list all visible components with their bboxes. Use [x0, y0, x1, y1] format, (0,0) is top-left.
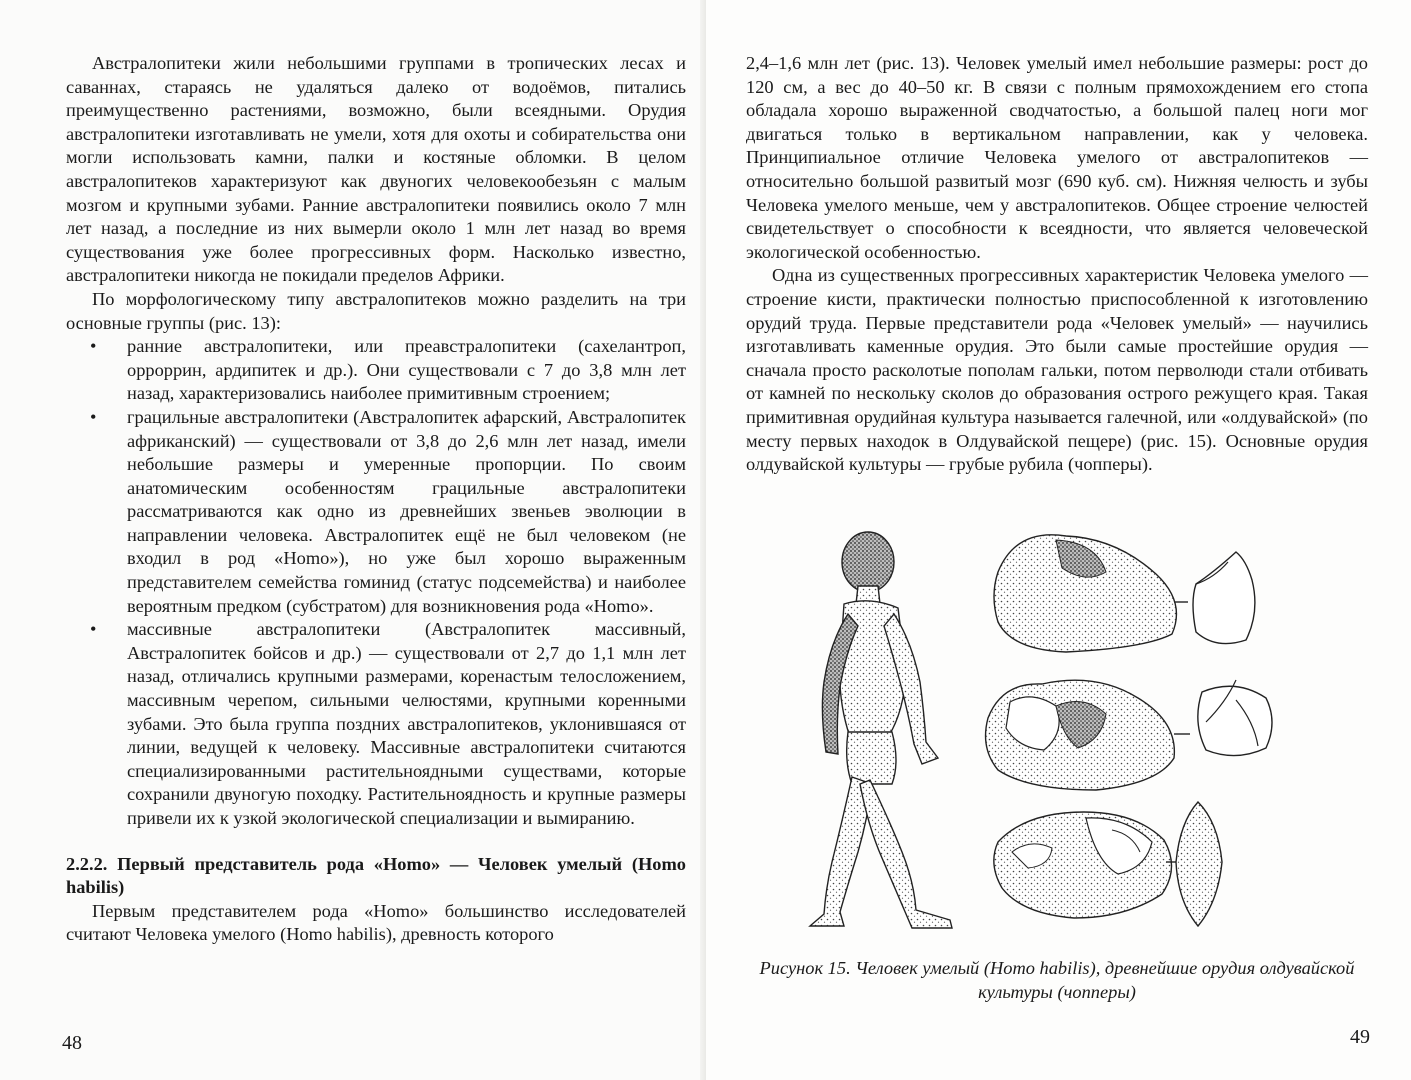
australopithecus-groups-list: [66, 335, 686, 830]
page-number-left: 48: [62, 1032, 82, 1054]
right-page: [706, 0, 1411, 1080]
bullet-icon: •: [90, 406, 97, 427]
list-item: [66, 618, 686, 830]
figure-caption: Рисунок 15. Человек умелый (Homo habilis), древнейшие орудия олдувайской культуры (чопперы): [759, 958, 1355, 1002]
section-heading: 2.2.2. Первый представитель рода «Homo» — Человек умелый (Homo habilis): [66, 853, 686, 898]
left-paragraph-3: Первым представителем рода «Homo» большинство исследователей считают Человека умелого (Homo habilis), древность которого: [66, 900, 686, 945]
list-item-text: ранние австралопитеки, или преавстралопитеки (сахелантроп, орроррин, ардипитек и др.). Они существовали с 7 до 3,8 млн лет назад, характеризовались наиболее примитивным строением;: [127, 336, 686, 404]
right-paragraph-2: Одна из существенных прогрессивных характеристик Человека умелого — строение кисти, практически полностью приспособленной к изготовлению орудий труда. Первые представители рода «Человек умелый» — научились изготавливать каменные орудия. Это были самые простейшие орудия — сначала просто расколотые пополам гальки, потом перволюди стали отбивать от камней по нескольку сколов до образования острого режущего края. Такая примитивная орудийная культура называется галечной, или «олдувайской» (по месту первых находок в Олдувайской пещере) (рис. 15). Основные орудия олдувайской культуры — грубые рубила (чопперы).: [746, 265, 1368, 475]
left-paragraph-1: Австралопитеки жили небольшими группами в тропических лесах и саваннах, стараясь не удаляться далеко от водоёмов, питались преимущественно растениями, возможно, были всеядными. Орудия австралопитеки изготавливать не умели, хотя для охоты и собирательства они могли использовать камни, палки и костяные обломки. В целом австралопитеков характеризуют как двуногих человекообезьян с малым мозгом и крупными зубами. Ранние австралопитеки появились около 7 млн лет назад, а последние из них вымерли около 1 млн лет назад во время существования уже более прогрессивных форм. Насколько известно, австралопитеки никогда не покидали пределов Африки.: [66, 53, 686, 286]
homo-habilis-figure-icon: [810, 532, 952, 928]
list-item: [66, 406, 686, 618]
chopper-bottom-icon: [994, 802, 1222, 926]
chopper-top-icon: [994, 535, 1255, 652]
left-paragraph-2: По морфологическому типу австралопитеков можно разделить на три основные группы (рис. 13):: [66, 288, 686, 333]
page-number-right: 49: [1350, 1026, 1370, 1048]
chopper-middle-icon: [986, 680, 1272, 790]
figure-15-illustration: [766, 522, 1366, 942]
figure-15: [766, 522, 1366, 942]
right-paragraph-1: 2,4–1,6 млн лет (рис. 13). Человек умелый имел небольшие размеры: рост до 120 см, а вес до 40–50 кг. В связи с полным прямохождением его стопа обладала хорошо выраженной сводчатостью, а большой палец ноги мог двигаться только в вертикальном направлении, как у человека. Принципиальное отличие Человека умелого от австралопитеков — относительно большой развитый мозг (690 куб. см). Нижняя челюсть и зубы Человека умелого меньше, чем у австралопитеков. Общее строение челюстей свидетельствует о способности к всеядности, что является человеческой экологической особенностью.: [746, 53, 1368, 262]
left-text-column: [66, 52, 686, 947]
list-item: [66, 335, 686, 406]
right-text-column: [746, 52, 1368, 477]
list-item-text: грацильные австралопитеки (Австралопитек афарский, Австралопитек африканский) — существовали от 3,8 до 2,6 млн лет назад, имели небольшие размеры и умеренные пропорции. По своим анатомическим особенностям грацильные австралопитеки рассматриваются как одно из древнейших звеньев эволюции в направлении человека. Австралопитек ещё не был человеком (не входил в род «Homo»), но уже был хорошо выраженным представителем семейства гоминид (статус подсемейства) и наиболее вероятным предком (субстратом) для возникновения рода «Homo».: [127, 406, 686, 616]
list-item-text: массивные австралопитеки (Австралопитек массивный, Австралопитек бойсов и др.) — существовали от 2,7 до 1,1 млн лет назад, отличались крупными размерами, коренастым телосложением, массивным черепом, сильными челюстями, крупными коренными зубами. Это была группа поздних австралопитеков, уклонившаяся от линии, ведущей к человеку. Массивные австралопитеки считаются специализированными растительноядными существами, которые сохранили двуногую походку. Растительноядность и крупные размеры привели их к узкой экологической специализации и вымиранию.: [127, 619, 686, 828]
bullet-icon: •: [90, 336, 97, 357]
bullet-icon: •: [90, 619, 97, 640]
